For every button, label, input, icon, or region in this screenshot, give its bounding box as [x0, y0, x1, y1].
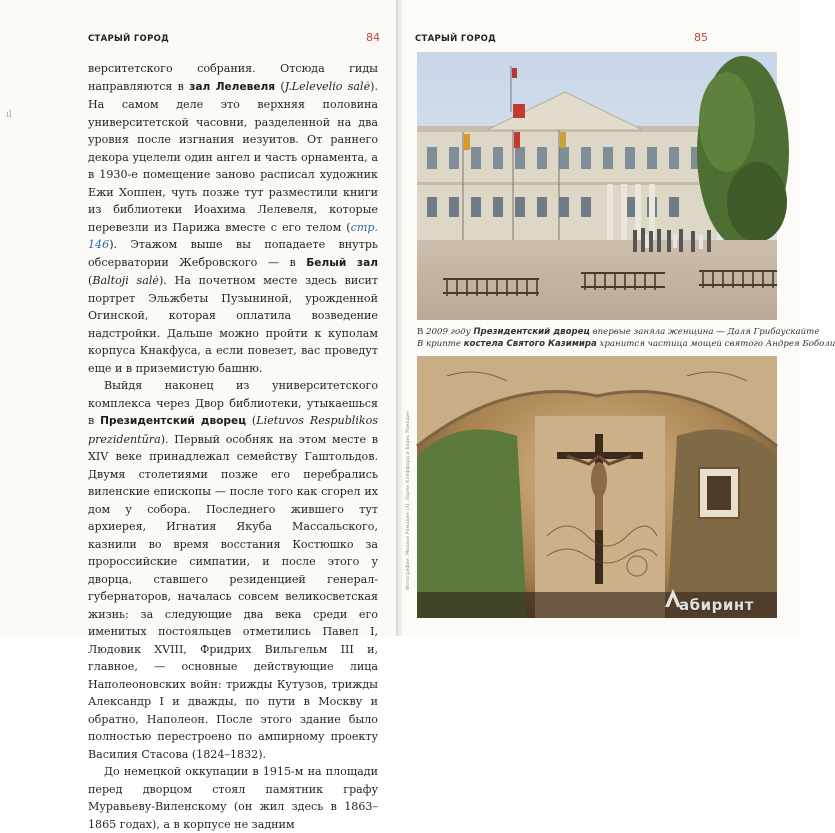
caption-segment: впервые заняла женщина — Даля Грибаускайте — [589, 327, 820, 337]
photo-credit: Фотографии: Михаил Ромадин (3), Лорен Клиффорд и Борис Ромадин — [406, 410, 411, 590]
paragraph-segment: зал Лелевеля — [189, 80, 276, 93]
paragraph-segment: ( — [88, 274, 93, 287]
paragraph-segment: ). Этажом выше вы попадаете внутрь обсерватории Жебровского — в — [88, 238, 378, 269]
presidential-palace-photo — [417, 52, 777, 320]
paragraph-2 — [88, 377, 378, 763]
crypt-fresco-photo — [417, 356, 777, 618]
paragraph-segment: ). Первый особняк на этом месте в XIV веке принадлежал семейству Гаштольдов. Двумя столетиями позже его перебрались виленские епископы — после того как сгорел их дом у собора. Последнего жившего тут архиерея, Игнатия Якуба Массальского, казнили во время восстания Костюшко за пророссийские симпатии, и после этого у дворца, ставшего резиденцией генерал-губернаторов, началась совсем великосветская жизнь: за следующие два века среди его именитых постояльцев отметились Павел I, Людовик XVIII, Фридрих Вильгельм III и, главное, — основные действующие лица Наполеоновских войн: трижды Кутузов, трижды Александр I и дважды, по пути в Москву и обратно, Наполеон. После этого здание было полностью перестроено по ампирному проекту Василия Стасова (1824–1832). — [88, 432, 378, 761]
caption-segment: В — [417, 327, 427, 337]
paragraph-segment: ). На самом деле это верхняя половина университетской часовни, разделенной на два уровня после изгнания иезуитов. От раннего декора уцелели один ангел и часть орнамента, а в 1930-е помещение заново расписал художник Ежи Хоппен, чуть позже тут разместили книги из библиотеки Иоахима Лелевеля, которые перевезли из Парижа вместе с его телом ( — [88, 79, 378, 234]
paragraph-segment: ( — [246, 414, 257, 427]
paragraph-segment: J.Lelevelio salė — [284, 79, 371, 93]
caption-segment: В крипте — [417, 339, 464, 349]
paragraph-segment: ). На почетном месте здесь висит портрет Эльжбеты Пузыниной, урожденной Огинской, которая оплатила возведение надстройки. Дальше можно пройти к куполам корпуса Кнакфуса, а если повезет, вас проведут еще и в приземистую башню. — [88, 274, 378, 375]
caption-segment: Президентский дворец — [473, 327, 590, 337]
paragraph-segment: Белый зал — [306, 256, 378, 269]
caption-2 — [417, 338, 835, 350]
page-number-left: 84 — [366, 31, 380, 44]
paragraph-segment: Президентский дворец — [100, 415, 247, 427]
paragraph-3 — [88, 763, 378, 833]
caption-segment: 2009 году — [426, 327, 471, 337]
caption-1 — [417, 326, 820, 338]
page-number-right: 85 — [694, 31, 708, 44]
palace-illustration — [417, 52, 777, 320]
left-page — [0, 0, 398, 831]
crypt-illustration — [417, 356, 777, 618]
watermark-text: абиринт — [679, 596, 754, 614]
paragraph-1 — [88, 60, 378, 377]
margin-mark: ıl — [6, 110, 12, 120]
photo-captions — [417, 326, 835, 350]
paragraph-segment: Выйдя наконец из университетского комплекса через Двор библиотеки, утыкаешься в — [88, 379, 378, 427]
caption-segment: костела Святого Казимира — [463, 339, 597, 349]
caption-segment: хранится частица мощей святого Андрея Боболи — [596, 339, 835, 349]
paragraph-segment: До немецкой оккупации в 1915-м на площади перед дворцом стоял памятник графу Муравьеву-Виленскому (он жил здесь в 1863–1865 годах), а в корпусе не задним — [88, 765, 378, 831]
paragraph-segment: ( — [275, 79, 285, 93]
paragraph-segment: Baltoji salė — [92, 274, 159, 287]
running-head-left: СТАРЫЙ ГОРОД — [88, 34, 169, 44]
paragraph-segment: верситетского собрания. Отсюда гиды направляются в — [88, 62, 378, 93]
paragraph-segment[interactable]: стр. 146 — [88, 220, 378, 251]
running-head-right: СТАРЫЙ ГОРОД — [415, 34, 496, 44]
paragraph-segment: Lietuvos Respublikos prezidentūra — [88, 414, 378, 446]
body-text — [88, 60, 378, 833]
